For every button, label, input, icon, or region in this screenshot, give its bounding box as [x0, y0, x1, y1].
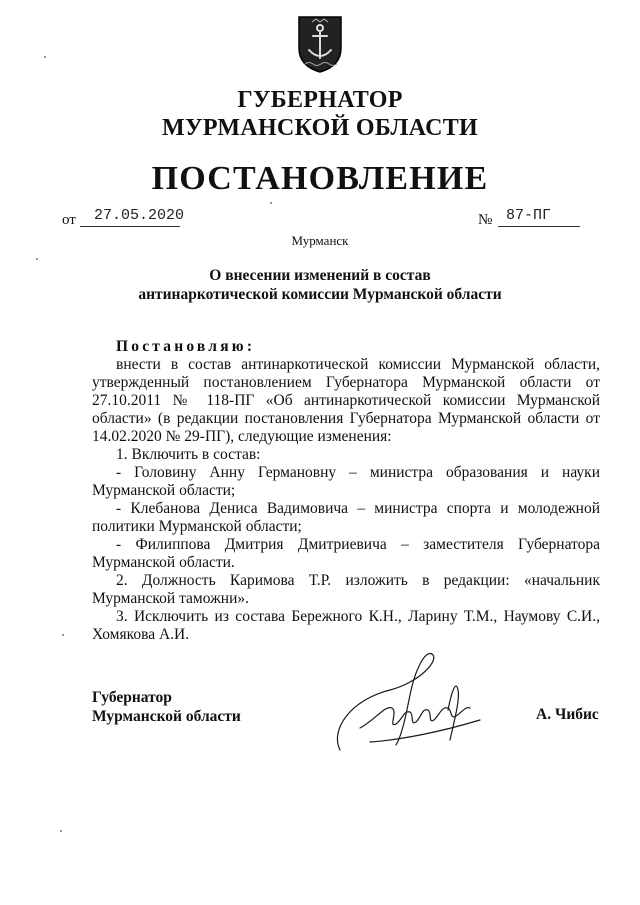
document-body: [92, 338, 600, 644]
number-field: [498, 208, 580, 227]
resolve-heading: Постановляю:: [116, 338, 256, 355]
scan-speck: [60, 830, 62, 832]
scan-speck: [62, 634, 64, 636]
item-1-a: - Головину Анну Германовну – министра образования и науки Мурманской области;: [92, 464, 600, 499]
item-1-b: - Клебанова Дениса Вадимовича – министра спорта и молодежной политики Мурманской области;: [92, 500, 600, 535]
item-1-c: - Филиппова Дмитрия Дмитриевича – заместителя Губернатора Мурманской области.: [92, 536, 600, 571]
signatory-position-line2: Мурманской области: [92, 708, 241, 725]
coat-of-arms-icon: [296, 14, 344, 74]
scan-speck: [36, 258, 38, 260]
item-2: 2. Должность Каримова Т.Р. изложить в редакции: «начальник Мурманской таможни».: [92, 572, 600, 607]
subject-line2: антинаркотической комиссии Мурманской области: [138, 286, 502, 303]
body-intro: внести в состав антинаркотической комиссии Мурманской области, утвержденный постановлением Губернатора Мурманской области от 27.10.2011 № 118-ПГ «Об антинаркотической комиссии Мурманской области» (в редакции постановления Губернатора Мурманской области от 14.02.2020 № 29-ПГ), следующие изменения:: [92, 356, 600, 445]
number-prefix: №: [478, 212, 493, 228]
handwritten-signature-icon: [330, 650, 490, 765]
date-prefix: от: [62, 212, 76, 228]
issuer-title-line2: МУРМАНСКОЙ ОБЛАСТИ: [162, 115, 478, 141]
document-type: ПОСТАНОВЛЕНИЕ: [151, 160, 489, 197]
item-3: 3. Исключить из состава Бережного К.Н., Ларину Т.М., Наумову С.И., Хомякова А.И.: [92, 608, 600, 643]
date-value: 27.05.2020: [94, 207, 185, 224]
number-value: 87-ПГ: [506, 207, 552, 224]
date-field: [80, 207, 185, 227]
scan-speck: [44, 56, 46, 58]
city: Мурманск: [291, 233, 349, 248]
item-1-title: 1. Включить в состав:: [116, 446, 261, 463]
signatory-position-line1: Губернатор: [92, 689, 172, 706]
scan-speck: [270, 202, 272, 204]
signatory-position: [92, 688, 241, 726]
issuer-title-line1: ГУБЕРНАТОР: [237, 87, 403, 113]
signatory-name: А. Чибис: [536, 706, 599, 723]
subject-line1: О внесении изменений в состав: [209, 267, 431, 284]
